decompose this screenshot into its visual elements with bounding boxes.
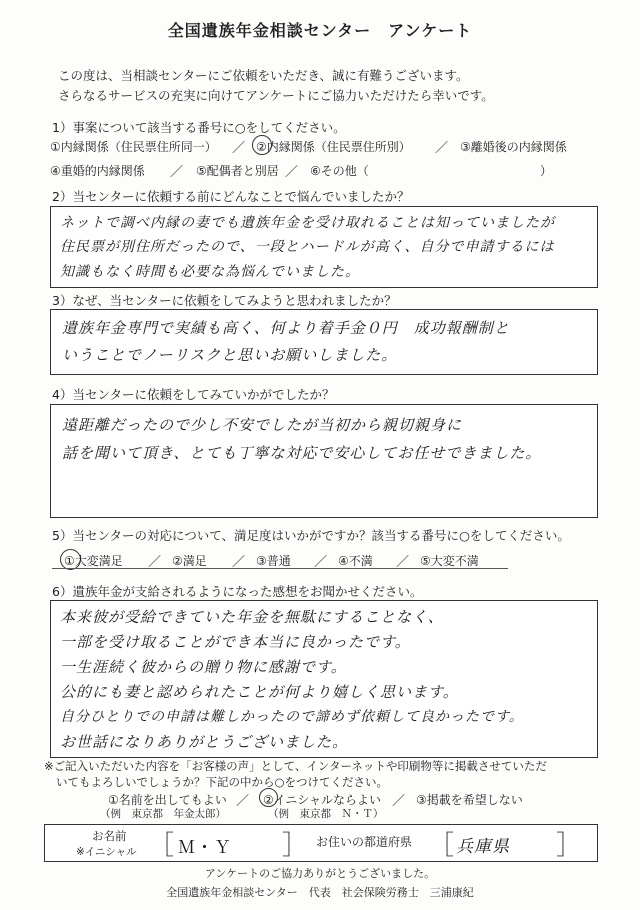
q6-question: 6）遺族年金が支給されるようになった感想をお聞かせください。 [52, 584, 423, 599]
q1-question: 1）事案について該当する番号に○をしてください。 [52, 120, 346, 135]
bracket-open: ［ [148, 831, 175, 861]
q5-underline [52, 568, 508, 569]
q5-option-5[interactable]: ⑤大変不満 [420, 554, 479, 568]
footer-thanks: アンケートのご協力ありがとうございました。 [204, 867, 436, 880]
q4-answer-line-2: 話を聞いて頂き、とても丁寧な対応で安心してお任せできました。 [62, 444, 542, 462]
consent-option-1-example: （例 東京都 年金太郎） [100, 808, 226, 820]
separator: ／ [314, 555, 328, 570]
bracket-close: ］ [282, 831, 309, 861]
intro-line-1: この度は、当相談センターにご依頼をいただき、誠に有難うございます。 [58, 68, 469, 83]
intro-line-2: さらなるサービスの充実に向けてアンケートにご協力いただけたら幸いです。 [58, 88, 494, 103]
page-title: 全国遺族年金相談センター アンケート [167, 21, 473, 40]
q2-question: 2）当センターに依頼する前にどんなことで悩んでいましたか？ [52, 189, 410, 204]
separator: ／ [232, 555, 246, 570]
separator: ／ [392, 794, 406, 809]
footer-signature: 全国遺族年金相談センター 代表 社会保険労務士 三浦康紀 [166, 886, 474, 899]
q5-option-3[interactable]: ③普通 [256, 554, 291, 568]
consent-text-2: いてもよろしいでしょうか？下記の中から○をつけてください。 [56, 775, 389, 789]
separator: ／ [232, 141, 246, 156]
separator: ／ [148, 555, 162, 570]
q5-option-1[interactable]: ①大変満足 [64, 554, 123, 568]
q2-answer-line-2: 住民票が別住所だったので、一段とハードルが高く、自分で申請するには [60, 239, 555, 255]
bracket-close: ］ [556, 831, 583, 861]
q1-option-5[interactable]: ⑤配偶者と別居 [196, 164, 279, 178]
consent-option-2[interactable]: ②イニシャルならよい [263, 793, 382, 807]
prefecture-label: お住いの都道府県 [316, 835, 413, 849]
q1-option-2[interactable]: ②内縁関係（住民票住所別） [256, 140, 411, 154]
q6-answer-line-6: お世話になりありがとうございました。 [60, 733, 349, 751]
q2-answer-line-3: 知識もなく時間も必要な為悩んでいました。 [60, 264, 360, 280]
name-value[interactable]: Ｍ・Ｙ [178, 838, 232, 858]
q4-answer-line-1: 遠距離だったので少し不安でしたが当初から親切親身に [62, 416, 463, 434]
q5-option-4[interactable]: ④不満 [338, 554, 373, 568]
q1-option-1[interactable]: ①内縁関係（住民票住所同一） [50, 140, 217, 154]
prefecture-value[interactable]: 兵庫県 [456, 837, 510, 857]
q1-option-6-close: ） [540, 164, 553, 178]
initial-label: ※イニシャル [76, 846, 137, 858]
q6-answer-line-3: 一生涯続く彼からの贈り物に感謝です。 [60, 658, 347, 676]
q3-answer-line-2: いうことでノーリスクと思いお願いしました。 [62, 346, 398, 364]
q3-question: 3）なぜ、当センターに依頼をしてみようと思われましたか？ [52, 293, 397, 308]
separator: ／ [396, 555, 410, 570]
q2-answer-line-1: ネットで調べ内縁の妻でも遺族年金を受け取れることは知っていましたが [60, 215, 555, 231]
name-label: お名前 [92, 829, 127, 843]
separator: ／ [236, 794, 250, 809]
separator: ／ [170, 165, 184, 180]
bracket-open: ［ [428, 831, 455, 861]
q4-question: 4）当センターに依頼をしてみていかがでしたか？ [52, 387, 335, 402]
q1-option-3[interactable]: ③離婚後の内縁関係 [460, 140, 567, 154]
q1-option-4[interactable]: ④重婚的内縁関係 [50, 164, 145, 178]
consent-option-3[interactable]: ③掲載を希望しない [416, 793, 523, 807]
q3-answer-line-1: 遺族年金専門で実績も高く、何より着手金０円 成功報酬制と [62, 319, 510, 337]
q6-answer-line-2: 一部を受け取ることができ本当に良かったです。 [60, 633, 411, 651]
consent-option-2-example: （例 東京都 Ｎ・Ｔ） [268, 808, 384, 820]
q6-answer-line-4: 公的にも妻と認められたことが何より嬉しく思います。 [60, 683, 459, 701]
q5-question: 5）当センターの対応について、満足度はいかがですか？該当する番号に○をしてください。 [52, 528, 570, 543]
q6-answer-line-5: 自分ひとりでの申請は難しかったので諦めず依頼して良かったです。 [60, 709, 524, 725]
separator: ／ [285, 165, 299, 180]
consent-text-1: ※ご記入いただいた内容を「お客様の声」として、インターネットや印刷物等に掲載させていただ [44, 759, 547, 773]
separator: ／ [435, 141, 449, 156]
q6-answer-line-1: 本来彼が受給できていた年金を無駄にすることなく、 [60, 608, 444, 626]
q1-option-6[interactable]: ⑥その他（ [310, 164, 369, 178]
consent-option-1[interactable]: ①名前を出してもよい [108, 793, 227, 807]
q5-option-2[interactable]: ②満足 [172, 554, 207, 568]
